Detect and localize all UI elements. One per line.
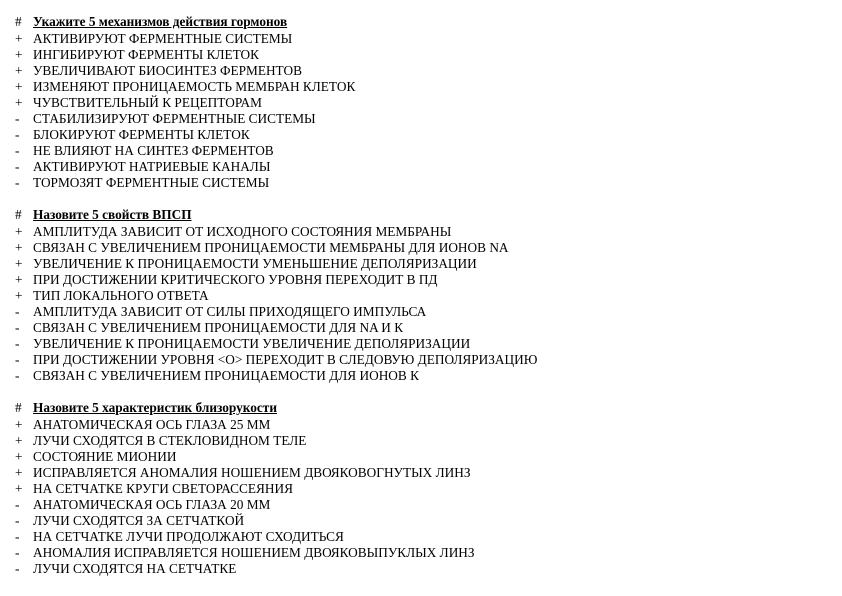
- option-marker: +: [15, 30, 23, 46]
- option-text: ЛУЧИ СХОДЯТСЯ В СТЕКЛОВИДНОМ ТЕЛЕ: [33, 432, 307, 448]
- option-marker: -: [15, 544, 20, 560]
- question-marker: #: [15, 14, 22, 29]
- option-text: УВЕЛИЧИВАЮТ БИОСИНТЕЗ ФЕРМЕНТОВ: [33, 62, 302, 78]
- option-marker: -: [15, 319, 20, 335]
- option-text: НА СЕТЧАТКЕ ЛУЧИ ПРОДОЛЖАЮТ СХОДИТЬСЯ: [33, 528, 344, 544]
- option-marker: +: [15, 46, 23, 62]
- option-marker: +: [15, 94, 23, 110]
- option-text: АКТИВИРУЮТ НАТРИЕВЫЕ КАНАЛЫ: [33, 158, 271, 174]
- option-marker: +: [15, 287, 23, 303]
- option-text: СОСТОЯНИЕ МИОНИИ: [33, 448, 177, 464]
- option-text: АНАТОМИЧЕСКАЯ ОСЬ ГЛАЗА 20 ММ: [33, 496, 271, 512]
- option-text: ПРИ ДОСТИЖЕНИИ КРИТИЧЕСКОГО УРОВНЯ ПЕРЕХОДИТ В ПД: [33, 271, 438, 287]
- option-text: ЧУВСТВИТЕЛЬНЫЙ К РЕЦЕПТОРАМ: [33, 94, 262, 110]
- option-text: ПРИ ДОСТИЖЕНИИ УРОВНЯ <O> ПЕРЕХОДИТ В СЛЕДОВУЮ ДЕПОЛЯРИЗАЦИЮ: [33, 351, 538, 367]
- option-text: АНОМАЛИЯ ИСПРАВЛЯЕТСЯ НОШЕНИЕМ ДВОЯКОВЫПУКЛЫХ ЛИНЗ: [33, 544, 475, 560]
- option-text: ИСПРАВЛЯЕТСЯ АНОМАЛИЯ НОШЕНИЕМ ДВОЯКОВОГНУТЫХ ЛИНЗ: [33, 464, 471, 480]
- option-text: СВЯЗАН С УВЕЛИЧЕНИЕМ ПРОНИЦАЕМОСТИ ДЛЯ ИОНОВ К: [33, 368, 419, 383]
- option-marker: -: [15, 512, 20, 528]
- option-text: АКТИВИРУЮТ ФЕРМЕНТНЫЕ СИСТЕМЫ: [33, 30, 293, 46]
- option-marker: -: [15, 126, 20, 142]
- question-title: Укажите 5 механизмов действия гормонов: [33, 14, 288, 29]
- option-marker: -: [15, 175, 20, 190]
- option-text: ЛУЧИ СХОДЯТСЯ ЗА СЕТЧАТКОЙ: [33, 512, 245, 528]
- option-marker: -: [15, 561, 20, 576]
- option-marker: +: [15, 416, 23, 432]
- option-text: ИНГИБИРУЮТ ФЕРМЕНТЫ КЛЕТОК: [33, 46, 260, 62]
- option-marker: +: [15, 223, 23, 239]
- option-marker: -: [15, 142, 20, 158]
- option-marker: -: [15, 335, 20, 351]
- option-text: УВЕЛИЧЕНИЕ К ПРОНИЦАЕМОСТИ УМЕНЬШЕНИЕ ДЕПОЛЯРИЗАЦИИ: [33, 255, 477, 271]
- option-marker: -: [15, 368, 20, 383]
- option-text: УВЕЛИЧЕНИЕ К ПРОНИЦАЕМОСТИ УВЕЛИЧЕНИЕ ДЕПОЛЯРИЗАЦИИ: [33, 335, 471, 351]
- option-text: АНАТОМИЧЕСКАЯ ОСЬ ГЛАЗА 25 ММ: [33, 416, 271, 432]
- option-marker: +: [15, 239, 23, 255]
- option-marker: +: [15, 78, 23, 94]
- option-text: ИЗМЕНЯЮТ ПРОНИЦАЕМОСТЬ МЕМБРАН КЛЕТОК: [33, 78, 356, 94]
- option-marker: +: [15, 255, 23, 271]
- option-marker: -: [15, 351, 20, 367]
- option-marker: +: [15, 271, 23, 287]
- option-marker: -: [15, 303, 20, 319]
- option-text: ТОРМОЗЯТ ФЕРМЕНТНЫЕ СИСТЕМЫ: [33, 175, 270, 190]
- option-marker: -: [15, 496, 20, 512]
- question-marker: #: [15, 207, 22, 222]
- option-text: СВЯЗАН С УВЕЛИЧЕНИЕМ ПРОНИЦАЕМОСТИ ДЛЯ NA И К: [33, 319, 404, 335]
- question-marker: #: [15, 400, 22, 415]
- option-marker: +: [15, 62, 23, 78]
- option-text: СТАБИЛИЗИРУЮТ ФЕРМЕНТНЫЕ СИСТЕМЫ: [33, 110, 316, 126]
- option-marker: -: [15, 158, 20, 174]
- option-marker: +: [15, 464, 23, 480]
- option-marker: -: [15, 528, 20, 544]
- option-marker: -: [15, 110, 20, 126]
- option-text: НЕ ВЛИЯЮТ НА СИНТЕЗ ФЕРМЕНТОВ: [33, 142, 274, 158]
- option-marker: +: [15, 432, 23, 448]
- option-text: НА СЕТЧАТКЕ КРУГИ СВЕТОРАССЕЯНИЯ: [33, 480, 293, 496]
- option-text: ТИП ЛОКАЛЬНОГО ОТВЕТА: [33, 287, 209, 303]
- option-marker: +: [15, 448, 23, 464]
- question-title: Назовите 5 свойств ВПСП: [33, 207, 192, 222]
- option-text: БЛОКИРУЮТ ФЕРМЕНТЫ КЛЕТОК: [33, 126, 250, 142]
- option-marker: +: [15, 480, 23, 496]
- option-text: АМПЛИТУДА ЗАВИСИТ ОТ СИЛЫ ПРИХОДЯЩЕГО ИМПУЛЬСА: [33, 303, 427, 319]
- option-text: АМПЛИТУДА ЗАВИСИТ ОТ ИСХОДНОГО СОСТОЯНИЯ МЕМБРАНЫ: [33, 223, 452, 239]
- question-title: Назовите 5 характеристик близорукости: [33, 400, 277, 415]
- option-text: СВЯЗАН С УВЕЛИЧЕНИЕМ ПРОНИЦАЕМОСТИ МЕМБРАНЫ ДЛЯ ИОНОВ NA: [33, 239, 509, 255]
- option-text: ЛУЧИ СХОДЯТСЯ НА СЕТЧАТКЕ: [33, 561, 237, 576]
